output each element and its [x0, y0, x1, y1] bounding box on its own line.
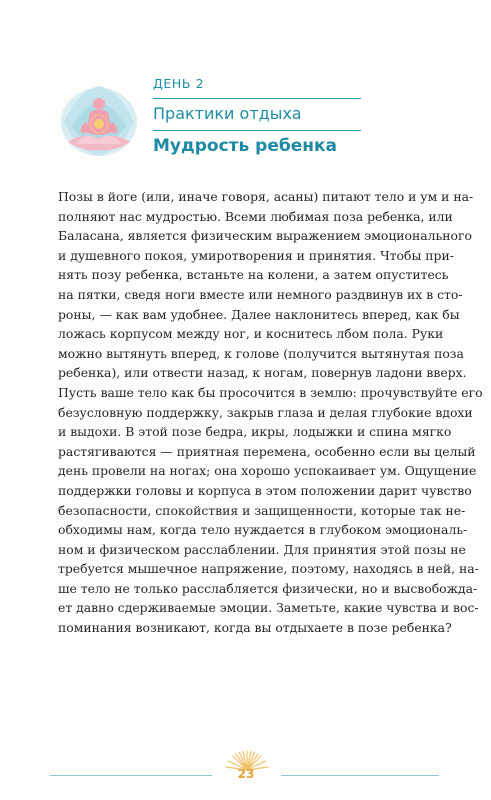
text-line: Баласана, является физическим выражением эмоционального: [58, 228, 472, 244]
text-line: безусловную поддержку, закрыв глаза и делая глубокие вдохи: [58, 404, 473, 420]
text-line: на пятки, сведя ноги вместе или немного раздвинув их в сто-: [58, 286, 463, 302]
text-line: роны, — как вам удобнее. Далее наклонитесь вперед, как бы: [58, 306, 460, 322]
header-rule-top: [153, 98, 361, 99]
chapter-title: Мудрость ребенка: [153, 136, 338, 156]
header-rule-middle: [153, 130, 361, 131]
text-line: полняют нас мудростью. Всеми любимая поза ребенка, или: [58, 208, 453, 224]
text-line: нять позу ребенка, встаньте на колени, а затем опуститесь: [58, 267, 449, 283]
page-number: 23: [237, 767, 255, 781]
text-line: Пусть ваше тело как бы просочится в землю: прочувствуйте его: [58, 384, 483, 400]
text-line: день провели на ногах; она хорошо успокаивает ум. Ощущение: [58, 463, 477, 479]
text-line: ложась корпусом между ног, и коснитесь лбом пола. Руки: [58, 326, 444, 342]
chapter-header: [58, 76, 438, 166]
section-title: Практики отдыха: [153, 104, 302, 123]
text-line: обходимы нам, когда тело нуждается в глубоком эмоциональ-: [58, 522, 468, 538]
text-line: безопасности, спокойствия и защищенности, которые так не-: [58, 502, 466, 518]
text-line: можно вытянуть вперед, к голове (получится вытянутая поза: [58, 345, 464, 361]
text-line: требуется мышечное напряжение, поэтому, находясь в ней, на-: [58, 561, 479, 577]
text-line: поддержки головы и корпуса в этом положении дарит чувство: [58, 482, 472, 498]
meditating-figure-lotus-icon: [58, 82, 140, 158]
text-line: ном и физическом расслаблении. Для принятия этой позы не: [58, 541, 466, 557]
text-line: Позы в йоге (или, иначе говоря, асаны) питают тело и ум и на-: [58, 189, 474, 204]
text-line: ше тело не только расслабляется физически, но и высвобожда-: [58, 580, 478, 596]
day-label: ДЕНЬ 2: [153, 76, 205, 91]
text-line: ребенка), или отвести назад, к ногам, повернув ладони вверх.: [58, 365, 467, 381]
body-paragraph: [58, 187, 483, 638]
text-line: ет давно сдерживаемые эмоции. Заметьте, какие чувства и вос-: [58, 600, 479, 616]
text-line: и душевного покоя, умиротворения и принятия. Чтобы при-: [58, 247, 454, 263]
footer-rule-left: [50, 775, 212, 776]
footer-rule-right: [281, 775, 439, 776]
text-line: поминания возникают, когда вы отдыхаете в позе ребенка?: [58, 620, 452, 636]
text-line: и выдохи. В этой позе бедра, икры, лодыжки и спина мягко: [58, 424, 452, 440]
text-line: растягиваются — приятная перемена, особенно если вы целый: [58, 443, 476, 459]
